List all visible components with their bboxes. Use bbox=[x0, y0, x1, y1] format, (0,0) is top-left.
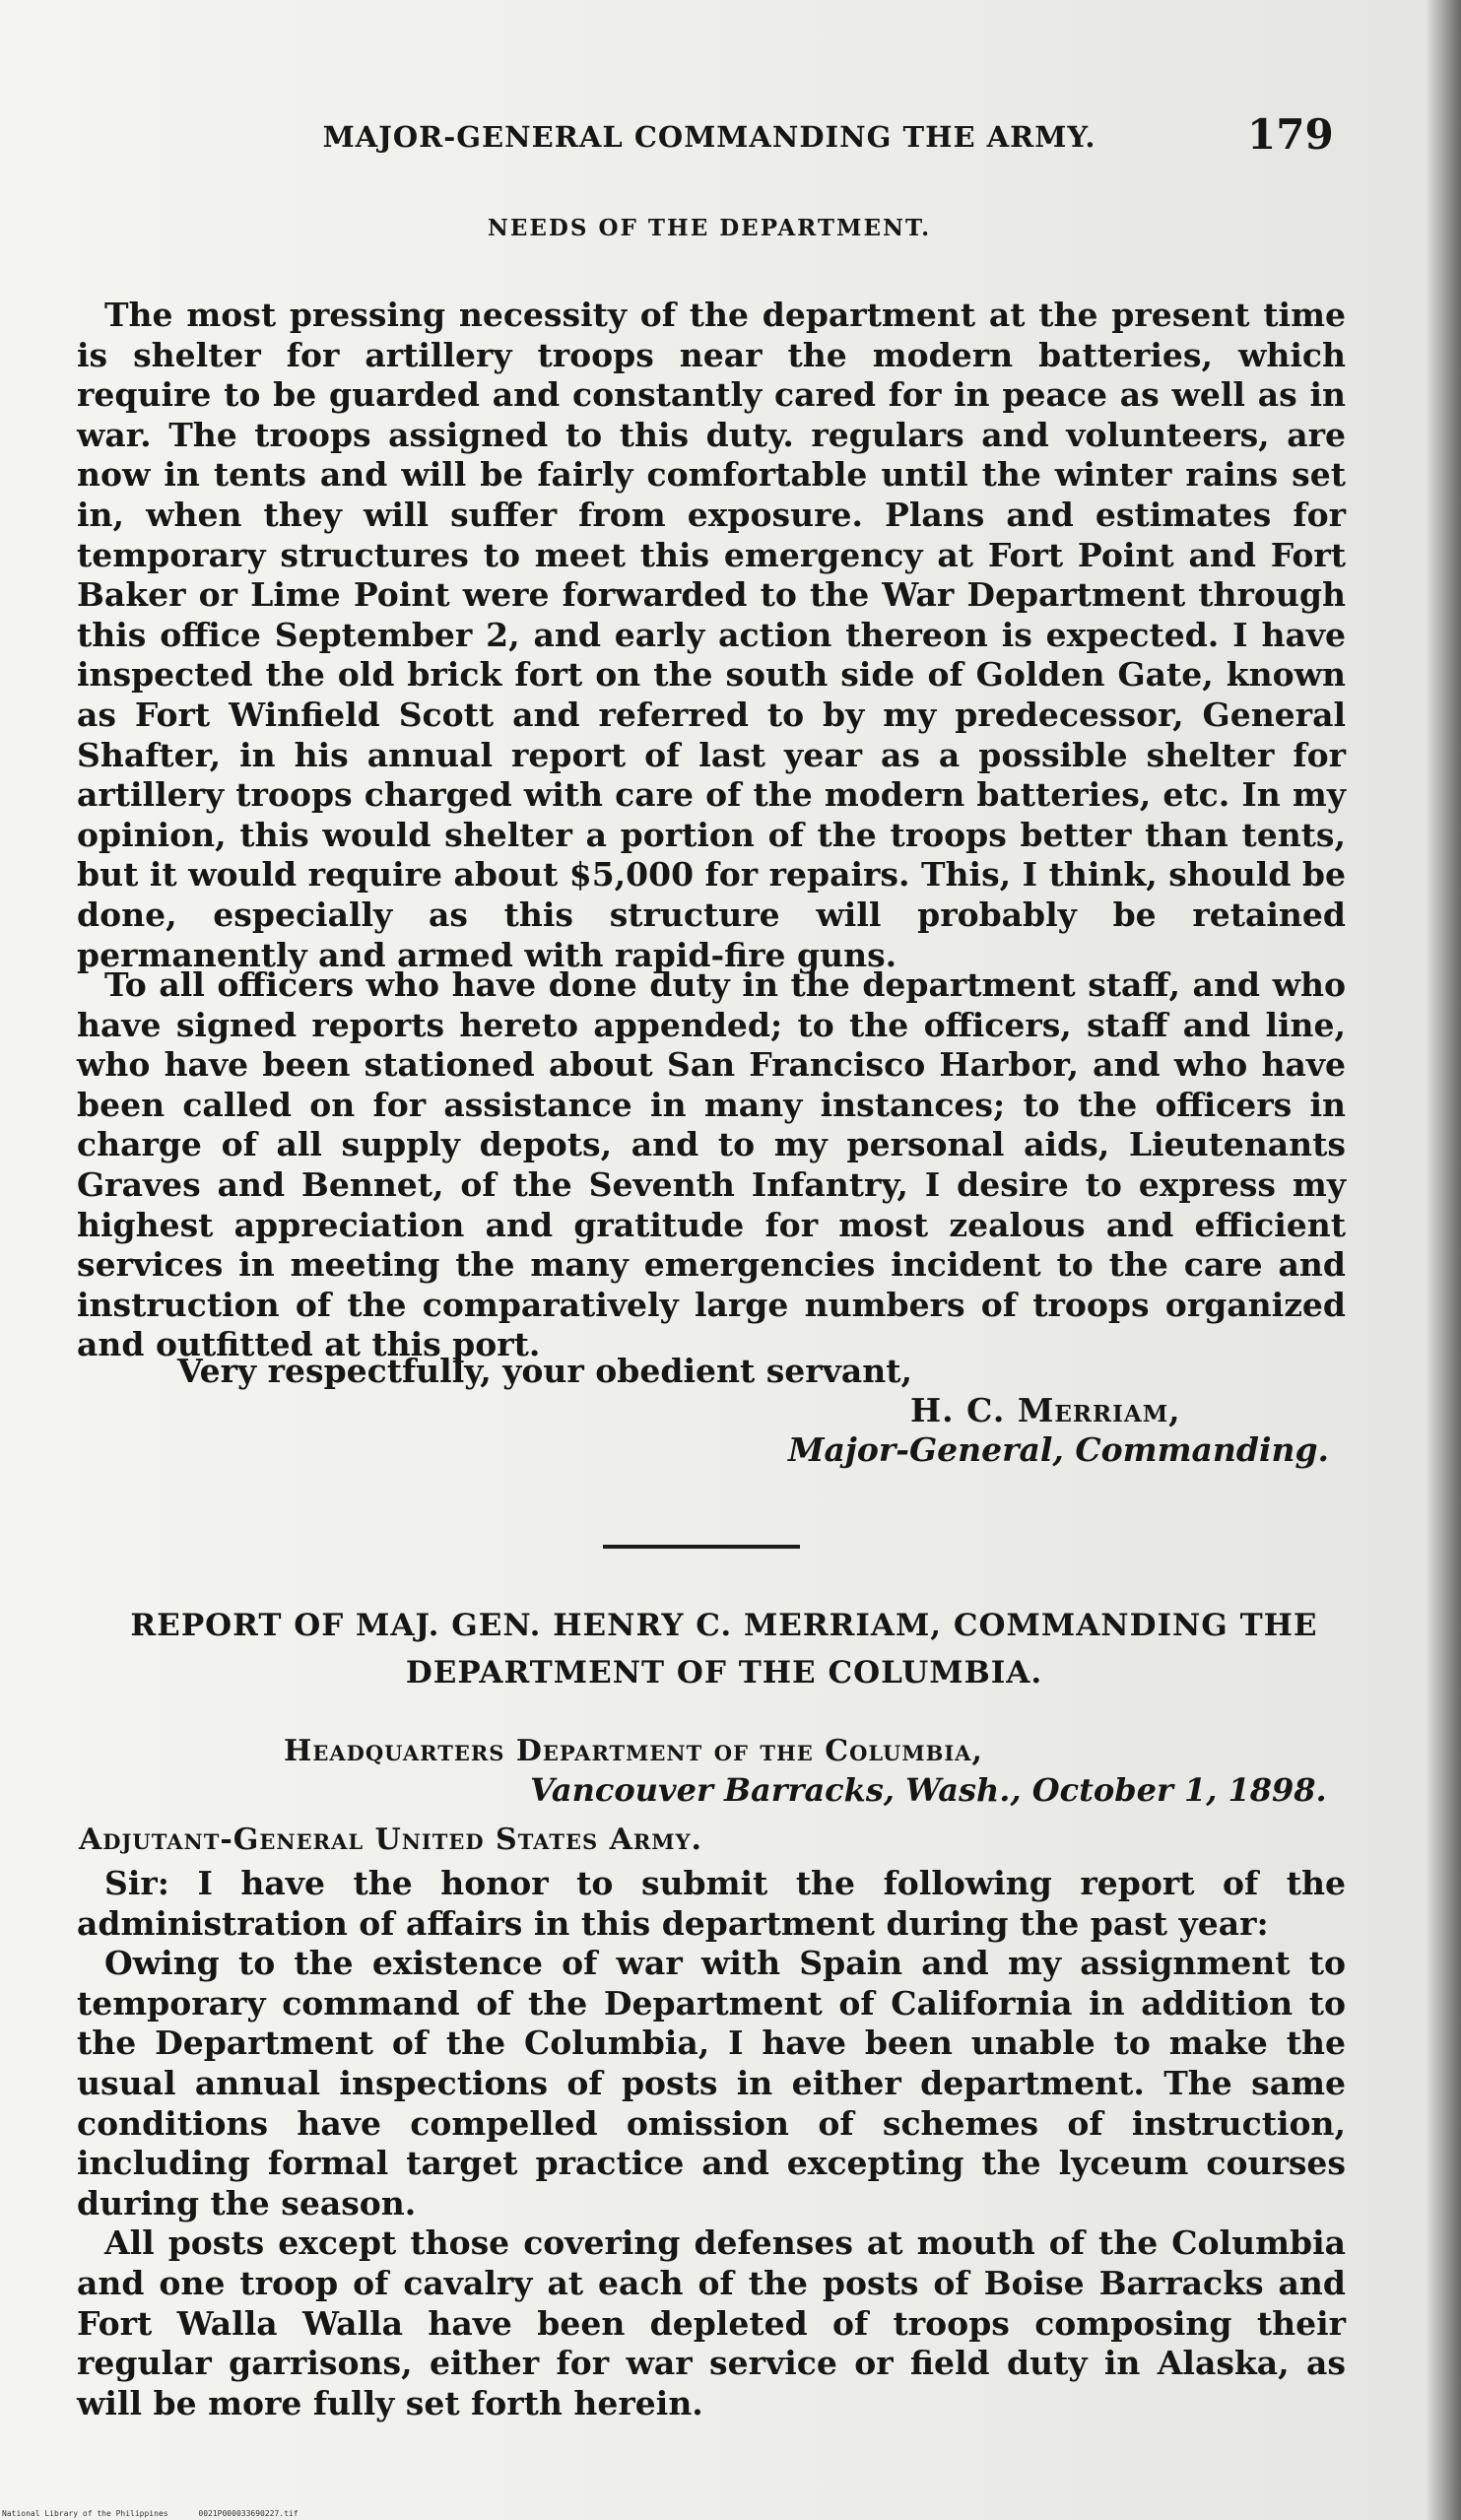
footer-file: 0021P000033690227.tif bbox=[198, 2509, 299, 2518]
paragraph: Sir: I have the honor to submit the following report of the administration of affairs in this department during the past year: bbox=[77, 1864, 1346, 1943]
running-head: MAJOR-GENERAL COMMANDING THE ARMY. bbox=[322, 120, 1096, 154]
footer-library: National Library of the Philippines bbox=[2, 2509, 168, 2518]
place-date-line: Vancouver Barracks, Wash., October 1, 1898. bbox=[530, 1771, 1327, 1809]
closing-salutation: Very respectfully, your obedient servant, bbox=[177, 1352, 912, 1390]
paragraph-block-needs bbox=[77, 296, 1346, 975]
headquarters-line: Headquarters Department of the Columbia, bbox=[284, 1734, 983, 1768]
report-title bbox=[99, 1602, 1350, 1696]
paragraph: To all officers who have done duty in the department staff, and who have signed reports hereto appended; to the officers, staff and line, who have been stationed about San Francisco Harbor, and who have been called on for assistance in many instances; to the officers in charge of all supply depots, and to my personal aids, Lieutenants Graves and Bennet, of the Seventh Infantry, I desire to express my highest appreciation and gratitude for most zealous and efficient services in meeting the many emergencies incident to the care and instruction of the comparatively large numbers of troops organized and outfitted at this port. bbox=[77, 965, 1346, 1364]
page-number: 179 bbox=[1247, 110, 1334, 159]
addressee: Adjutant-General United States Army. bbox=[79, 1823, 702, 1857]
signature-title: Major-General, Commanding. bbox=[788, 1430, 1330, 1469]
section-heading: NEEDS OF THE DEPARTMENT. bbox=[487, 215, 932, 241]
scan-edge-shadow bbox=[1426, 0, 1461, 2520]
section-divider bbox=[603, 1545, 800, 1549]
paragraph: Owing to the existence of war with Spain and my assignment to temporary command of the Department of California in addition to the Department of the Columbia, I have been unable to make the usual annual inspections of posts in either department. The same conditions have compelled omission of schemes of instruction, including formal target practice and excepting the lyceum courses during the season. bbox=[77, 1944, 1346, 2222]
signature-name: H. C. Merriam, bbox=[910, 1391, 1181, 1429]
paragraph: The most pressing necessity of the department at the present time is shelter for artillery troops near the modern batteries, which require to be guarded and constantly cared for in peace as well as in war. The troops assigned to this duty. regulars and volunteers, are now in tents and will be fairly comfortable until the winter rains set in, when they will suffer from exposure. Plans and estimates for temporary structures to meet this emergency at Fort Point and Fort Baker or Lime Point were forwarded to the War Department through this office September 2, and early action thereon is expected. I have inspected the old brick fort on the south side of Golden Gate, known as Fort Winfield Scott and referred to by my predecessor, General Shafter, in his annual report of last year as a possible shelter for artillery troops charged with care of the modern batteries, etc. In my opinion, this would shelter a portion of the troops better than tents, but it would require about $5,000 for repairs. This, I think, should be done, especially as this structure will probably be retained permanently and armed with rapid-fire guns. bbox=[77, 296, 1346, 974]
paragraph-block-report bbox=[77, 1864, 1346, 2423]
paragraph: All posts except those covering defenses at mouth of the Columbia and one troop of cavalry at each of the posts of Boise Barracks and Fort Walla Walla have been depleted of troops composing their regular garrisons, either for war service or field duty in Alaska, as will be more fully set forth herein. bbox=[77, 2223, 1346, 2422]
paragraph-block-thanks bbox=[77, 965, 1346, 1365]
scan-footer bbox=[2, 2509, 324, 2518]
report-title-line-1: REPORT OF MAJ. GEN. HENRY C. MERRIAM, COMMANDING THE bbox=[130, 1608, 1318, 1643]
report-title-line-2: DEPARTMENT OF THE COLUMBIA. bbox=[405, 1655, 1043, 1691]
